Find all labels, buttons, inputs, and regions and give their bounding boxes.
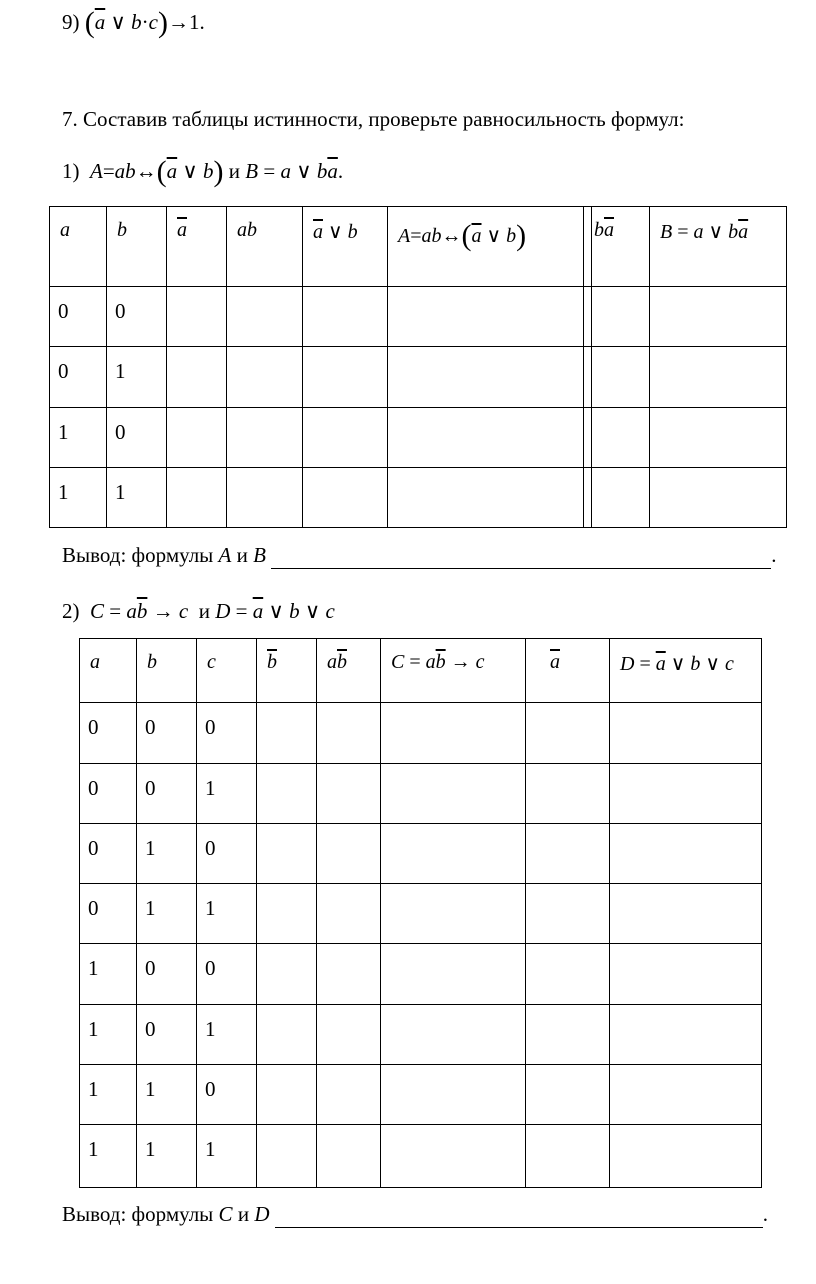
eq-symbol: = bbox=[235, 599, 248, 623]
cell bbox=[610, 944, 762, 1005]
var-a-negated: $\overline{a}$ bbox=[550, 651, 560, 673]
cell bbox=[526, 764, 610, 824]
table-row bbox=[526, 1005, 762, 1065]
cell bbox=[257, 703, 317, 764]
or-symbol: ∨ bbox=[708, 221, 724, 243]
cell bbox=[167, 347, 227, 408]
truth-table-1-main bbox=[49, 206, 592, 528]
table-row bbox=[50, 287, 592, 347]
var-b: b bbox=[316, 159, 328, 183]
var-B: B bbox=[660, 221, 673, 243]
var-a-negated: $\overline{a}$ bbox=[604, 219, 614, 241]
table-row bbox=[526, 944, 762, 1005]
cell-b: 0 bbox=[137, 703, 197, 764]
cell-a: 0 bbox=[80, 703, 137, 764]
answer-blank[interactable] bbox=[271, 543, 771, 569]
cell-b: 0 bbox=[107, 408, 167, 468]
conclusion-label: Вывод: формулы bbox=[62, 1202, 214, 1226]
cell bbox=[610, 764, 762, 824]
var-A: A bbox=[218, 543, 232, 567]
eq-symbol: = bbox=[639, 653, 651, 675]
implication-symbol: → bbox=[152, 599, 174, 623]
cell bbox=[388, 468, 592, 528]
cell bbox=[584, 347, 650, 408]
or-symbol: ∨ bbox=[296, 159, 312, 183]
cell bbox=[317, 703, 381, 764]
cell-c: 1 bbox=[197, 884, 257, 944]
cell bbox=[610, 884, 762, 944]
var-a-negated: $\overline{a}$ bbox=[94, 10, 106, 34]
equivalence-symbol: ↔ bbox=[135, 159, 157, 183]
cell-a: 1 bbox=[50, 468, 107, 528]
cell bbox=[526, 884, 610, 944]
table-row bbox=[584, 287, 787, 347]
var-b: b bbox=[690, 653, 701, 675]
cell-a: 1 bbox=[80, 1005, 137, 1065]
var-b-negated: $\overline{b}$ bbox=[136, 599, 148, 623]
eq-symbol: = bbox=[410, 225, 422, 247]
or-symbol: ∨ bbox=[670, 653, 686, 675]
cell bbox=[317, 1005, 381, 1065]
cell-c: 0 bbox=[197, 703, 257, 764]
table-row bbox=[80, 1005, 526, 1065]
cell bbox=[526, 703, 610, 764]
cell bbox=[257, 824, 317, 884]
or-symbol: ∨ bbox=[304, 599, 321, 623]
cell bbox=[388, 347, 592, 408]
table-row bbox=[80, 824, 526, 884]
cell bbox=[381, 884, 526, 944]
cell bbox=[584, 408, 650, 468]
header-ab: ab bbox=[227, 207, 303, 287]
cell bbox=[650, 347, 787, 408]
cell bbox=[610, 1005, 762, 1065]
conclusion-1 bbox=[62, 543, 776, 569]
cell bbox=[388, 287, 592, 347]
header-row bbox=[80, 639, 526, 703]
cell bbox=[257, 764, 317, 824]
table-row bbox=[50, 347, 592, 408]
cell bbox=[167, 287, 227, 347]
cell bbox=[317, 944, 381, 1005]
cell bbox=[526, 824, 610, 884]
cell bbox=[227, 408, 303, 468]
paren-open: ( bbox=[84, 6, 95, 39]
cell-b: 0 bbox=[137, 764, 197, 824]
cell-b: 1 bbox=[137, 1065, 197, 1125]
cell bbox=[526, 1005, 610, 1065]
table-row bbox=[50, 468, 592, 528]
header-a-not-b bbox=[317, 639, 381, 703]
cell bbox=[303, 347, 388, 408]
paren-close: ) bbox=[516, 219, 527, 252]
table-row bbox=[80, 944, 526, 1005]
var-D: D bbox=[215, 599, 231, 623]
part2-formula bbox=[62, 599, 335, 624]
var-b: b bbox=[594, 219, 604, 241]
header-C-formula bbox=[381, 639, 526, 703]
header-not-a bbox=[526, 639, 610, 703]
var-c: c bbox=[725, 653, 734, 675]
cell-b: 0 bbox=[137, 944, 197, 1005]
cell bbox=[381, 1065, 526, 1125]
var-b: b bbox=[728, 221, 739, 243]
cell bbox=[381, 824, 526, 884]
table-row bbox=[584, 468, 787, 528]
cell bbox=[388, 408, 592, 468]
period: . bbox=[771, 543, 777, 567]
var-a-negated: $\overline{a}$ bbox=[655, 653, 666, 675]
var-D: D bbox=[620, 653, 635, 675]
cell-a: 1 bbox=[80, 1065, 137, 1125]
var-a: a bbox=[327, 651, 337, 673]
table-row bbox=[526, 703, 762, 764]
var-b: b bbox=[347, 221, 358, 243]
table-row bbox=[80, 1125, 526, 1188]
var-b-negated: $\overline{b}$ bbox=[337, 651, 347, 673]
cell bbox=[610, 824, 762, 884]
cell-a: 0 bbox=[50, 347, 107, 408]
cell-b: 1 bbox=[137, 1125, 197, 1188]
cell bbox=[381, 703, 526, 764]
cell bbox=[584, 468, 650, 528]
cell bbox=[381, 764, 526, 824]
task-title: 7. Составив таблицы истинности, проверьте равносильность формул: bbox=[62, 107, 685, 131]
constant-one: 1 bbox=[188, 10, 200, 34]
var-b: b bbox=[289, 599, 300, 623]
var-A: A bbox=[398, 225, 411, 247]
cell bbox=[317, 884, 381, 944]
item-number: 1) bbox=[62, 159, 80, 183]
var-ab: ab bbox=[114, 159, 136, 183]
var-a-negated: $\overline{a}$ bbox=[313, 221, 323, 243]
cell-c: 1 bbox=[197, 1005, 257, 1065]
cell bbox=[610, 703, 762, 764]
var-a: a bbox=[126, 599, 137, 623]
or-symbol: ∨ bbox=[705, 653, 721, 675]
answer-blank[interactable] bbox=[275, 1202, 763, 1228]
cell bbox=[303, 408, 388, 468]
conclusion-label: Вывод: формулы bbox=[62, 543, 214, 567]
header-a: a bbox=[50, 207, 107, 287]
eq-symbol: = bbox=[102, 159, 115, 183]
var-c: c bbox=[475, 651, 485, 673]
cell-a: 1 bbox=[50, 408, 107, 468]
or-symbol: ∨ bbox=[182, 159, 198, 183]
header-D-formula bbox=[610, 639, 762, 703]
conclusion-2 bbox=[62, 1202, 768, 1228]
header-row bbox=[50, 207, 592, 287]
var-b: b bbox=[131, 10, 142, 34]
cell bbox=[167, 408, 227, 468]
cell-a: 1 bbox=[80, 1125, 137, 1188]
var-B: B bbox=[253, 543, 266, 567]
header-A-formula bbox=[388, 207, 592, 287]
cell bbox=[227, 287, 303, 347]
cell-c: 1 bbox=[197, 764, 257, 824]
cell bbox=[610, 1125, 762, 1188]
cell bbox=[317, 764, 381, 824]
cell-c: 0 bbox=[197, 944, 257, 1005]
or-symbol: ∨ bbox=[328, 221, 343, 243]
table-row bbox=[80, 764, 526, 824]
var-b-negated: $\overline{b}$ bbox=[267, 651, 277, 673]
var-ab: ab bbox=[421, 225, 442, 247]
cell bbox=[257, 1065, 317, 1125]
cell-b: 1 bbox=[107, 468, 167, 528]
var-a-negated: $\overline{a}$ bbox=[166, 159, 178, 183]
table-row bbox=[526, 884, 762, 944]
cell bbox=[257, 884, 317, 944]
header-B-formula bbox=[650, 207, 787, 287]
var-B: B bbox=[245, 159, 259, 183]
cell bbox=[317, 1065, 381, 1125]
var-a-negated: $\overline{a}$ bbox=[177, 219, 187, 241]
var-a-negated: $\overline{a}$ bbox=[738, 221, 749, 243]
eq-symbol: = bbox=[263, 159, 276, 183]
var-c: c bbox=[178, 599, 189, 623]
cell-c: 1 bbox=[197, 1125, 257, 1188]
cell bbox=[610, 1065, 762, 1125]
table-row bbox=[50, 408, 592, 468]
cell bbox=[167, 468, 227, 528]
truth-table-1-side bbox=[583, 206, 787, 528]
or-symbol: ∨ bbox=[486, 225, 502, 247]
cell-b: 1 bbox=[107, 347, 167, 408]
var-A: A bbox=[90, 159, 103, 183]
header-row bbox=[526, 639, 762, 703]
paren-open: ( bbox=[156, 155, 167, 188]
cell-b: 1 bbox=[137, 824, 197, 884]
cell bbox=[584, 287, 650, 347]
or-symbol: ∨ bbox=[110, 10, 126, 34]
header-b: b bbox=[137, 639, 197, 703]
cell bbox=[526, 944, 610, 1005]
cell-a: 0 bbox=[50, 287, 107, 347]
var-b-negated: $\overline{b}$ bbox=[435, 651, 446, 673]
table-row bbox=[526, 1125, 762, 1188]
paren-open: ( bbox=[461, 219, 472, 252]
cell bbox=[650, 287, 787, 347]
var-C: C bbox=[391, 651, 405, 673]
eq-symbol: = bbox=[409, 651, 421, 673]
truth-table-2-main bbox=[79, 638, 526, 1188]
cell bbox=[381, 944, 526, 1005]
var-c: c bbox=[325, 599, 335, 623]
table-row bbox=[80, 703, 526, 764]
cell bbox=[257, 944, 317, 1005]
cell-c: 0 bbox=[197, 1065, 257, 1125]
cell bbox=[257, 1125, 317, 1188]
implication-symbol: → bbox=[450, 651, 471, 673]
item-number: 2) bbox=[62, 599, 80, 623]
conjunction-word: и bbox=[236, 543, 248, 567]
var-a: a bbox=[280, 159, 291, 183]
period: . bbox=[199, 10, 205, 34]
part1-formula bbox=[62, 155, 343, 189]
table-row bbox=[584, 408, 787, 468]
var-C: C bbox=[218, 1202, 233, 1226]
cell bbox=[303, 287, 388, 347]
eq-symbol: = bbox=[109, 599, 122, 623]
var-b: b bbox=[203, 159, 214, 183]
equivalence-symbol: ↔ bbox=[441, 225, 462, 247]
conjunction-word: и bbox=[228, 159, 241, 183]
var-b: b bbox=[506, 225, 517, 247]
cell bbox=[381, 1125, 526, 1188]
cell bbox=[317, 1125, 381, 1188]
period: . bbox=[762, 1202, 768, 1226]
implication-symbol: → bbox=[167, 10, 189, 34]
paren-close: ) bbox=[157, 6, 168, 39]
header-row bbox=[584, 207, 787, 287]
cell-c: 0 bbox=[197, 824, 257, 884]
table-row bbox=[584, 347, 787, 408]
cell-a: 0 bbox=[80, 824, 137, 884]
header-c: c bbox=[197, 639, 257, 703]
table-row bbox=[80, 884, 526, 944]
cell bbox=[257, 1005, 317, 1065]
var-D: D bbox=[254, 1202, 270, 1226]
cell-b: 0 bbox=[137, 1005, 197, 1065]
var-a: a bbox=[425, 651, 436, 673]
eq-symbol: = bbox=[677, 221, 689, 243]
cell-a: 0 bbox=[80, 884, 137, 944]
cell bbox=[381, 1005, 526, 1065]
conjunction-word: и bbox=[198, 599, 210, 623]
cell bbox=[650, 408, 787, 468]
var-c: c bbox=[148, 10, 158, 34]
var-a-negated: $\overline{a}$ bbox=[252, 599, 264, 623]
header-not-a bbox=[167, 207, 227, 287]
table-row bbox=[80, 1065, 526, 1125]
conjunction-word: и bbox=[237, 1202, 250, 1226]
var-C: C bbox=[90, 599, 105, 623]
header-b: b bbox=[107, 207, 167, 287]
table-row bbox=[526, 764, 762, 824]
cell bbox=[227, 347, 303, 408]
truth-table-2-side bbox=[525, 638, 762, 1188]
cell bbox=[650, 468, 787, 528]
var-a: a bbox=[693, 221, 704, 243]
or-symbol: ∨ bbox=[268, 599, 284, 623]
cell bbox=[227, 468, 303, 528]
cell-a: 1 bbox=[80, 944, 137, 1005]
var-a-negated: $\overline{a}$ bbox=[471, 225, 482, 247]
cell bbox=[526, 1065, 610, 1125]
header-not-a-or-b bbox=[303, 207, 388, 287]
cell-b: 1 bbox=[137, 884, 197, 944]
header-not-b bbox=[257, 639, 317, 703]
header-a: a bbox=[80, 639, 137, 703]
item-number: 9) bbox=[62, 10, 80, 34]
var-a-negated: $\overline{a}$ bbox=[327, 159, 338, 183]
table-row bbox=[526, 824, 762, 884]
period: . bbox=[337, 159, 344, 183]
cell-b: 0 bbox=[107, 287, 167, 347]
item-9-formula bbox=[62, 6, 205, 40]
header-b-not-a bbox=[584, 207, 650, 287]
table-row bbox=[526, 1065, 762, 1125]
dot-symbol: · bbox=[141, 10, 149, 34]
paren-close: ) bbox=[213, 155, 224, 188]
cell bbox=[303, 468, 388, 528]
cell bbox=[526, 1125, 610, 1188]
cell-a: 0 bbox=[80, 764, 137, 824]
cell bbox=[317, 824, 381, 884]
